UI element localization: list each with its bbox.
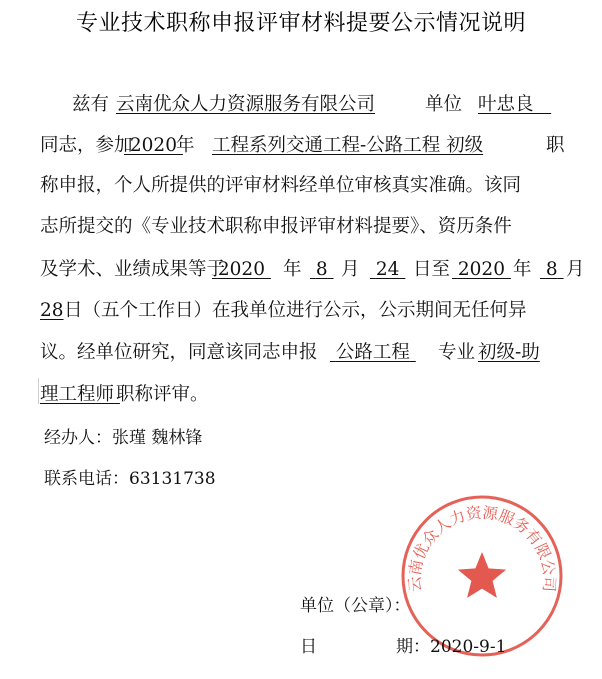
title-level-continued: 理工程师 — [40, 384, 115, 405]
application-year: 2020 — [129, 135, 177, 156]
text-segment: 日（五个工作日）在我单位进行公示，公示期间无任何异 — [64, 300, 527, 321]
date-label-part1: 日 — [300, 637, 317, 657]
text-segment: 月 — [341, 259, 360, 280]
star-icon — [458, 552, 506, 598]
text-segment: 职 — [546, 135, 565, 156]
applicant-name: 叶忠良 — [478, 94, 534, 115]
date-row — [300, 636, 317, 658]
text-segment: 年 — [513, 259, 532, 280]
text-indent: 兹有 — [72, 94, 110, 115]
text-segment: 年 — [176, 135, 195, 156]
text-segment: 职称评审。 — [116, 384, 209, 405]
publicity-start-day: 24 — [375, 259, 400, 280]
text-segment: 月 — [566, 259, 585, 280]
document-title: 专业技术职称申报评审材料提要公示情况说明 — [75, 11, 526, 36]
major-name: 公路工程 — [335, 342, 410, 363]
text-segment: 及学术、业绩成果等于 — [40, 259, 226, 280]
text-segment: 年 — [283, 259, 302, 280]
publicity-start-month: 8 — [315, 259, 328, 280]
document-date: 2020-9-1 — [430, 637, 507, 657]
handlers-row — [44, 427, 202, 449]
publicity-end-year: 2020 — [457, 259, 505, 280]
publicity-end-day: 28 — [40, 300, 64, 321]
title-level: 初级-助 — [478, 342, 540, 363]
unit-word: 单位 — [425, 94, 463, 115]
company-name: 云南优众人力资源服务有限公司 — [116, 94, 376, 115]
unit-stamp-label: 单位（公章）： — [300, 596, 411, 616]
date-label-part2: 期： — [396, 637, 430, 657]
date-row-value — [396, 636, 506, 658]
phone-number: 63131738 — [129, 469, 216, 489]
handlers-names: 张瑾 魏林锋 — [112, 428, 203, 448]
handlers-label: 经办人： — [44, 428, 112, 448]
text-segment: 日至 — [413, 259, 451, 280]
phone-row — [44, 468, 216, 490]
engineering-series: 工程系列交通工程-公路工程 初级 — [212, 135, 484, 156]
text-segment: 专业 — [438, 342, 476, 363]
body-line-4: 志所提交的《专业技术职称申报评审材料提要》、资历条件 — [40, 216, 512, 237]
phone-label: 联系电话： — [44, 469, 129, 489]
body-line-3: 称申报，个人所提供的评审材料经单位审核真实准确。该同 — [40, 175, 522, 196]
publicity-end-month: 8 — [545, 259, 558, 280]
official-seal-stamp — [398, 492, 566, 660]
text-segment: 同志，参加 — [40, 135, 133, 156]
publicity-start-year: 2020 — [217, 259, 265, 280]
text-segment: 议。经单位研究，同意该同志申报 — [40, 342, 318, 363]
scan-artifact-line — [38, 378, 39, 404]
seal-text: 云南优众人力资源服务有限公司 — [405, 503, 559, 593]
